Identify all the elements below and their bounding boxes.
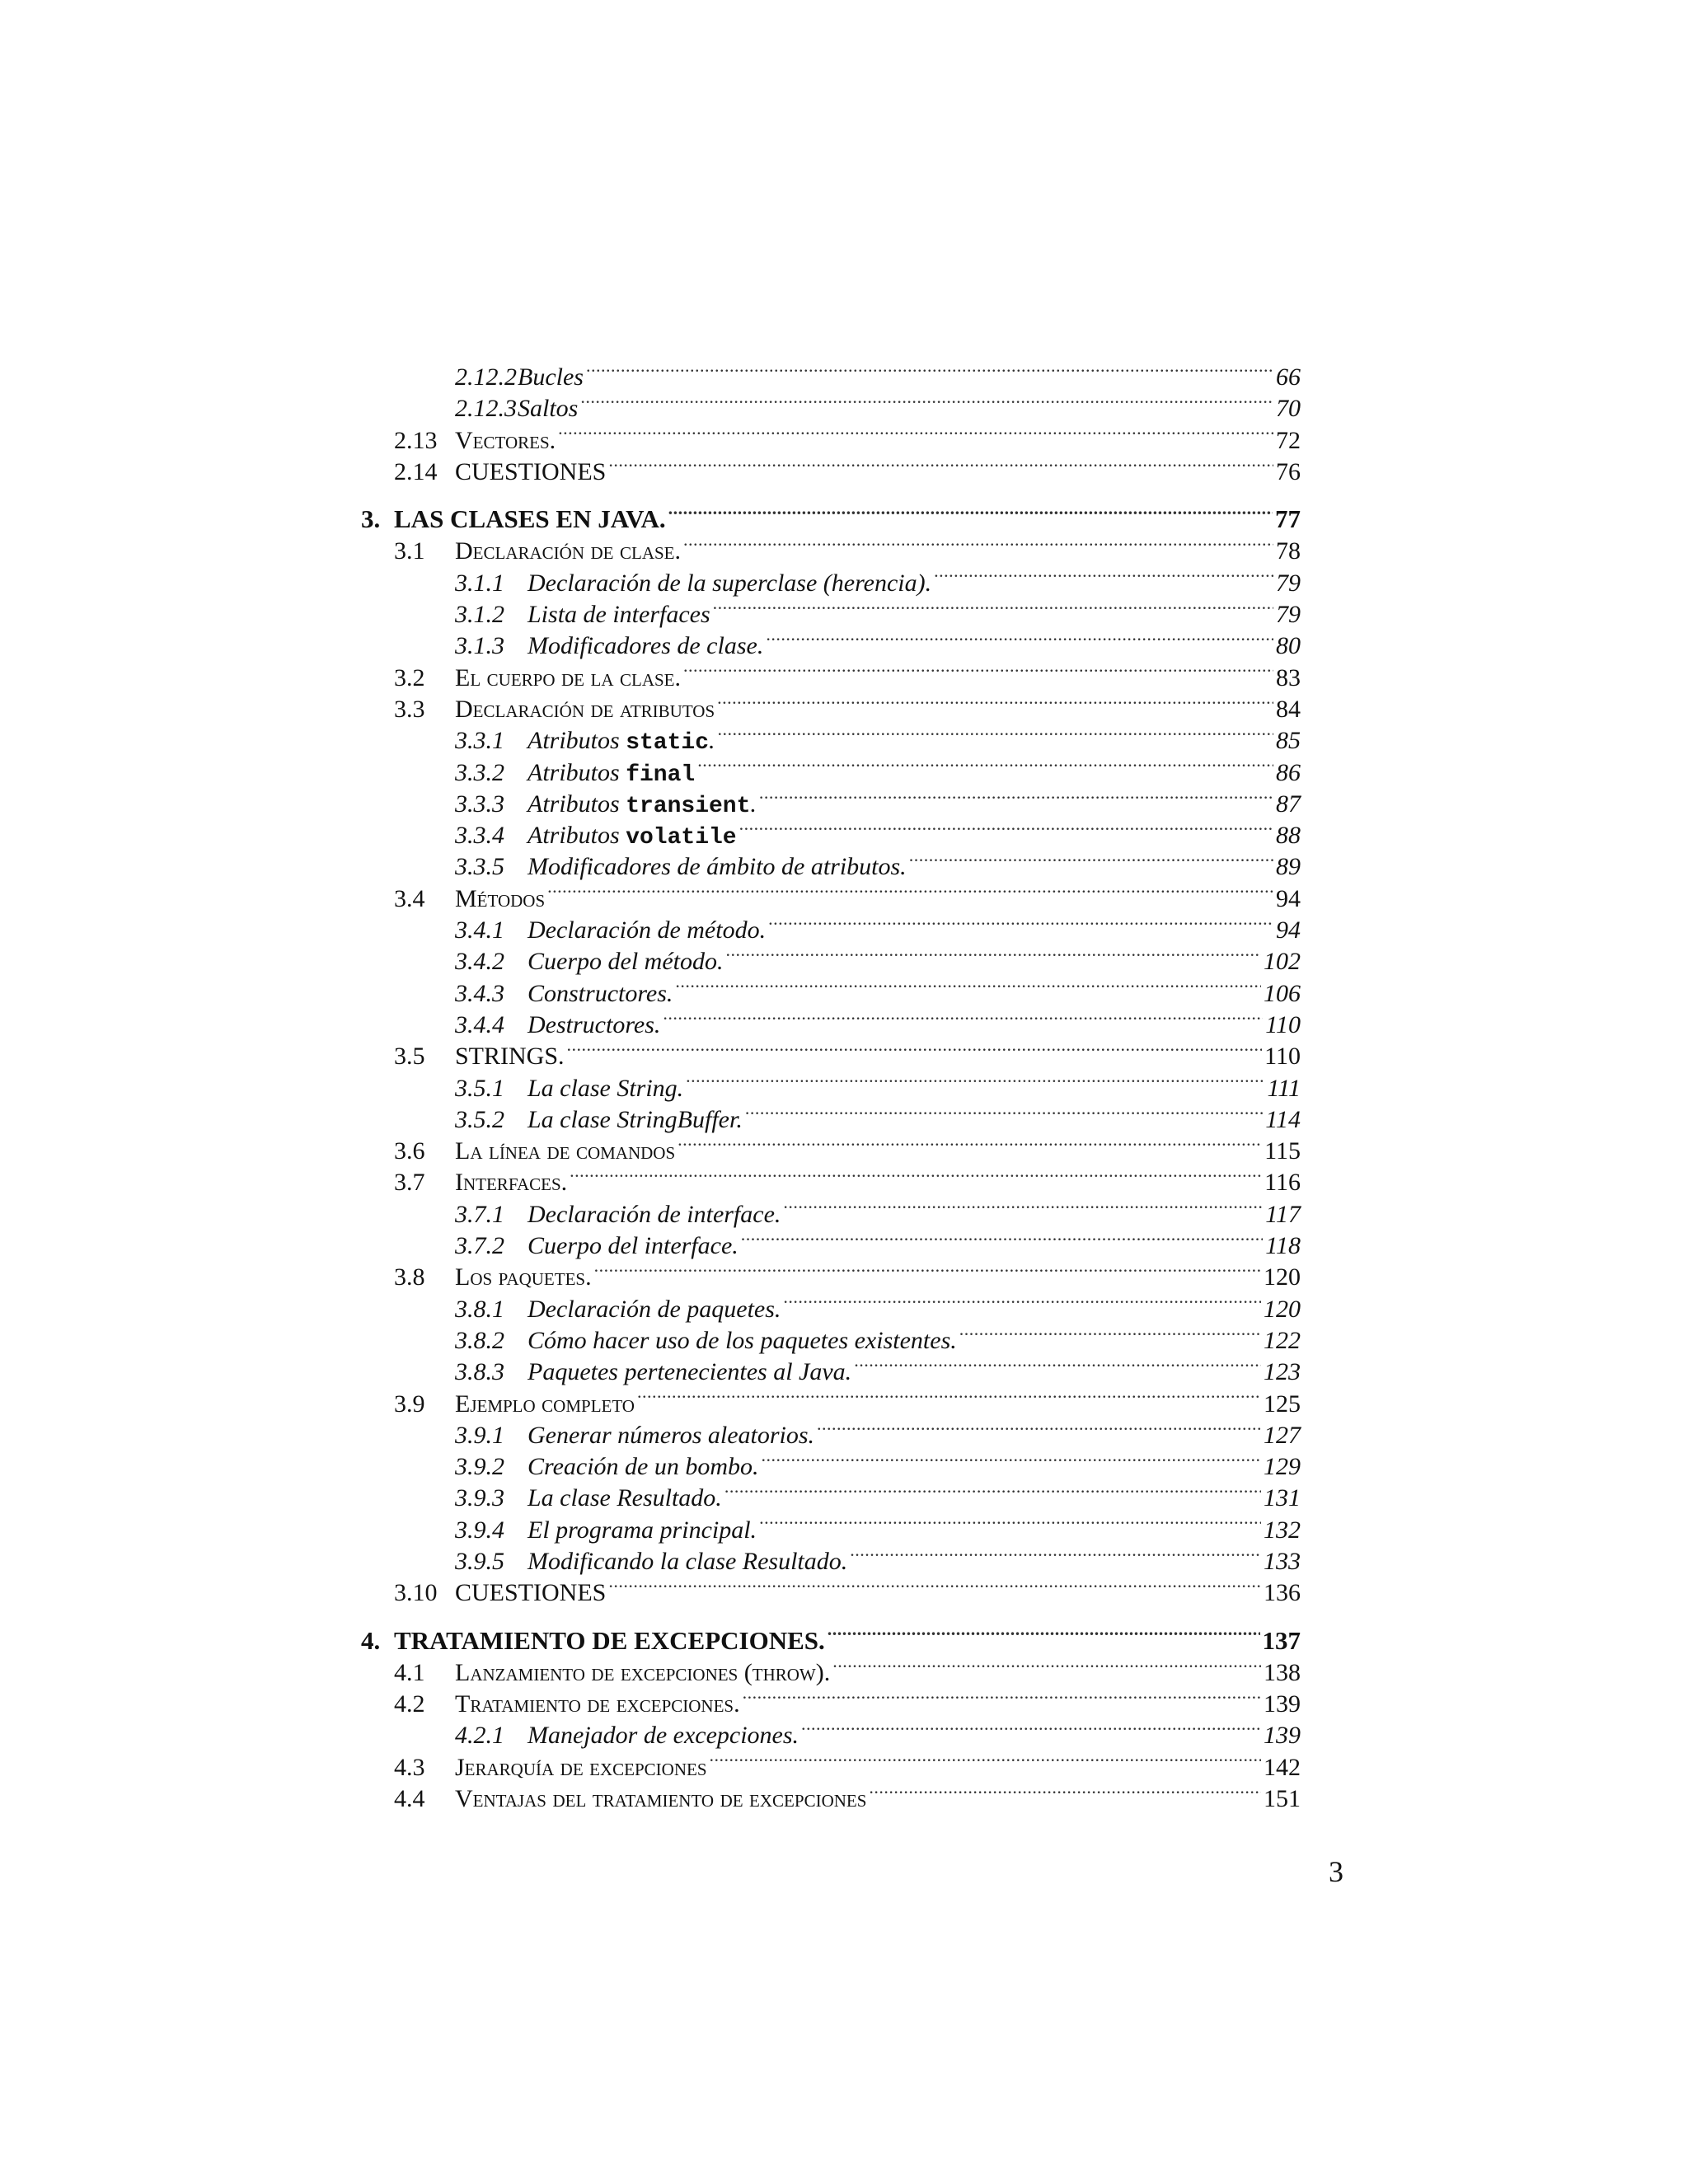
toc-entry-page: 139 bbox=[1264, 1690, 1301, 1718]
toc-dot-leader bbox=[683, 531, 1273, 559]
toc-dot-leader bbox=[759, 784, 1273, 812]
toc-entry[interactable] bbox=[361, 1779, 1301, 1813]
toc-entry-page: 84 bbox=[1276, 695, 1301, 723]
toc-entry-page: 117 bbox=[1265, 1200, 1301, 1228]
toc-entry[interactable] bbox=[361, 1415, 1301, 1449]
toc-entry-title bbox=[528, 757, 695, 791]
toc-entry-number: 3.7.1 bbox=[455, 1200, 504, 1228]
toc-entry-page: 86 bbox=[1276, 758, 1301, 786]
toc-entry-page: 120 bbox=[1264, 1295, 1301, 1323]
toc-entry-number: 3.7.2 bbox=[455, 1232, 504, 1260]
toc-dot-leader bbox=[558, 420, 1273, 448]
toc-entry-page: 129 bbox=[1264, 1453, 1301, 1481]
toc-dot-leader bbox=[547, 879, 1273, 907]
toc-entry-number: 3.9.4 bbox=[455, 1516, 504, 1544]
toc-entry-title-text: Paquetes pertenecientes al Java. bbox=[528, 1358, 852, 1386]
toc-entry-page: 118 bbox=[1265, 1232, 1301, 1260]
toc-entry-title bbox=[455, 1689, 740, 1720]
toc-entry-page: 123 bbox=[1264, 1358, 1301, 1386]
toc-dot-leader bbox=[717, 689, 1273, 717]
toc-entry-page: 66 bbox=[1276, 363, 1301, 391]
toc-entry-number: 3.1 bbox=[394, 537, 425, 565]
toc-entry[interactable] bbox=[361, 499, 1301, 534]
toc-dot-leader bbox=[783, 1194, 1263, 1222]
toc-entry-number: 3.1.2 bbox=[455, 601, 504, 629]
toc-entry[interactable] bbox=[361, 1289, 1301, 1323]
toc-entry-title-text: Jerarquía de excepciones bbox=[455, 1753, 707, 1781]
toc-entry[interactable] bbox=[361, 563, 1301, 597]
toc-entry[interactable] bbox=[361, 784, 1301, 819]
toc-entry-page: 137 bbox=[1262, 1625, 1301, 1655]
toc-entry[interactable] bbox=[361, 815, 1301, 851]
toc-entry-title-text: Interfaces. bbox=[455, 1169, 568, 1197]
toc-entry[interactable] bbox=[361, 689, 1301, 723]
toc-entry-number: 2.13 bbox=[394, 426, 438, 454]
toc-dot-leader bbox=[567, 1036, 1263, 1064]
toc-dot-leader bbox=[594, 1257, 1261, 1285]
toc-dot-leader bbox=[801, 1715, 1261, 1743]
toc-entry-title-text: La línea de comandos bbox=[455, 1137, 676, 1165]
toc-entry[interactable] bbox=[361, 1384, 1301, 1418]
toc-entry-number: 3.5 bbox=[394, 1043, 425, 1071]
toc-entry-title-text: Modificadores de clase. bbox=[528, 632, 764, 660]
toc-dot-leader bbox=[570, 1162, 1262, 1190]
toc-entry-title bbox=[528, 1483, 722, 1514]
toc-entry-title-text: Ventajas del tratamiento de excepciones bbox=[455, 1785, 867, 1813]
toc-entry[interactable] bbox=[361, 1510, 1301, 1544]
toc-entry-page: 110 bbox=[1265, 1010, 1301, 1038]
toc-entry-title-text: Constructores. bbox=[528, 979, 673, 1007]
toc-entry[interactable] bbox=[361, 1320, 1301, 1352]
toc-entry[interactable] bbox=[361, 1036, 1301, 1071]
toc-dot-leader bbox=[713, 594, 1273, 622]
toc-entry-page: 142 bbox=[1264, 1753, 1301, 1781]
toc-entry-title-text: Creación de un bombo. bbox=[528, 1453, 759, 1481]
toc-entry-title bbox=[455, 536, 681, 567]
toc-entry-page: 87 bbox=[1276, 790, 1301, 818]
toc-entry[interactable] bbox=[361, 658, 1301, 689]
toc-entry-title-text: La clase String. bbox=[528, 1074, 684, 1102]
toc-entry-title bbox=[455, 1752, 707, 1783]
toc-entry-number: 3.3.1 bbox=[455, 727, 504, 755]
toc-entry[interactable] bbox=[361, 910, 1301, 944]
toc-entry-page: 70 bbox=[1276, 395, 1301, 423]
toc-entry[interactable] bbox=[361, 594, 1301, 629]
toc-entry-title bbox=[528, 789, 757, 823]
toc-entry[interactable] bbox=[361, 1652, 1301, 1684]
toc-entry[interactable] bbox=[361, 531, 1301, 565]
toc-entry-title bbox=[528, 599, 710, 630]
toc-entry-title-text: STRINGS. bbox=[455, 1043, 565, 1071]
toc-entry-number: 3.3.4 bbox=[455, 822, 504, 850]
toc-entry-number: 3.8 bbox=[394, 1263, 425, 1291]
toc-entry-title-text: Atributos bbox=[528, 727, 626, 755]
toc-entry-page: 125 bbox=[1264, 1390, 1301, 1418]
toc-entry-page: 111 bbox=[1267, 1074, 1301, 1102]
toc-entry-page: 138 bbox=[1264, 1658, 1301, 1686]
toc-dot-leader bbox=[934, 563, 1273, 591]
toc-entry-title bbox=[528, 1515, 757, 1546]
toc-entry-page: 77 bbox=[1275, 504, 1301, 534]
toc-entry-title bbox=[455, 425, 556, 457]
toc-dot-leader bbox=[675, 973, 1261, 1001]
toc-dot-leader bbox=[869, 1779, 1261, 1807]
toc-entry-title-text: Declaración de clase. bbox=[455, 537, 681, 565]
toc-entry-title-text: Declaración de atributos bbox=[455, 695, 715, 723]
toc-entry[interactable] bbox=[361, 1257, 1301, 1291]
toc-dot-leader bbox=[608, 452, 1273, 480]
toc-entry-page: 120 bbox=[1264, 1263, 1301, 1291]
toc-entry-number: 3.4.2 bbox=[455, 948, 504, 976]
toc-entry-title-text: Modificadores de ámbito de atributos. bbox=[528, 853, 907, 881]
toc-entry-page: 89 bbox=[1276, 853, 1301, 881]
toc-dot-leader bbox=[766, 626, 1273, 654]
toc-entry-page: 110 bbox=[1264, 1043, 1301, 1071]
toc-entry-title bbox=[528, 978, 673, 1010]
toc-entry-title-text: Atributos bbox=[528, 822, 626, 850]
toc-entry-number: 4.4 bbox=[394, 1785, 425, 1813]
toc-entry-number: 3.5.2 bbox=[455, 1105, 504, 1133]
toc-dot-leader bbox=[909, 846, 1273, 874]
toc-entry-title-suffix: . bbox=[709, 727, 715, 755]
toc-dot-leader bbox=[768, 910, 1273, 938]
toc-entry-page: 85 bbox=[1276, 727, 1301, 755]
toc-entry-number: 3.4 bbox=[394, 884, 425, 912]
toc-entry-title bbox=[455, 1041, 565, 1072]
toc-entry-number: 3.10 bbox=[394, 1579, 438, 1607]
toc-entry-number: 3.2 bbox=[394, 663, 425, 691]
toc-entry-number: 4.2 bbox=[394, 1690, 425, 1718]
toc-entry[interactable] bbox=[361, 1068, 1301, 1102]
toc-entry-number: 3.1.1 bbox=[455, 569, 504, 597]
toc-entry-number: 3.8.2 bbox=[455, 1326, 504, 1354]
toc-dot-leader bbox=[668, 499, 1273, 527]
toc-entry[interactable] bbox=[361, 420, 1301, 452]
toc-entry-number: 3.4.1 bbox=[455, 916, 504, 944]
toc-entry-title bbox=[455, 1167, 567, 1198]
toc-entry-number: 4. bbox=[361, 1625, 381, 1655]
toc-entry-code-keyword: static bbox=[626, 730, 710, 757]
toc-dot-leader bbox=[850, 1541, 1261, 1569]
toc-dot-leader bbox=[745, 1099, 1263, 1127]
toc-entry-title-text: Modificando la clase Resultado. bbox=[528, 1547, 848, 1575]
toc-dot-leader bbox=[743, 1684, 1261, 1712]
toc-entry-title-text: El cuerpo de la clase. bbox=[455, 663, 681, 691]
toc-entry-title bbox=[455, 1783, 866, 1815]
toc-dot-leader bbox=[697, 752, 1273, 780]
toc-entry-title-text: Atributos bbox=[528, 790, 626, 818]
toc-dot-leader bbox=[718, 720, 1273, 748]
toc-entry[interactable] bbox=[361, 1747, 1301, 1779]
toc-dot-leader bbox=[759, 1510, 1261, 1538]
toc-entry-page: 94 bbox=[1276, 884, 1301, 912]
toc-entry-page: 132 bbox=[1264, 1516, 1301, 1544]
toc-entry[interactable] bbox=[361, 752, 1301, 788]
toc-entry-number: 2.14 bbox=[394, 457, 438, 485]
toc-entry-number: 3.9.3 bbox=[455, 1484, 504, 1512]
toc-entry[interactable] bbox=[361, 1226, 1301, 1260]
toc-entry-title-text: El programa principal. bbox=[528, 1516, 757, 1544]
toc-entry[interactable] bbox=[361, 941, 1301, 976]
toc-entry-title bbox=[455, 883, 545, 915]
toc-entry-title bbox=[528, 725, 715, 759]
toc-entry[interactable] bbox=[361, 846, 1301, 881]
toc-dot-leader bbox=[741, 1226, 1263, 1254]
toc-dot-leader bbox=[580, 388, 1273, 416]
toc-entry-title-text: La clase Resultado. bbox=[528, 1484, 722, 1512]
toc-dot-leader bbox=[739, 815, 1273, 843]
toc-entry-number: 4.1 bbox=[394, 1658, 425, 1686]
toc-entry-page: 151 bbox=[1264, 1785, 1301, 1813]
toc-dot-leader bbox=[608, 1572, 1261, 1601]
toc-entry-page: 122 bbox=[1264, 1326, 1301, 1354]
toc-dot-leader bbox=[678, 1131, 1262, 1159]
toc-entry[interactable] bbox=[361, 452, 1301, 483]
toc-entry-title-text: Declaración de paquetes. bbox=[528, 1295, 781, 1323]
toc-entry-number: 3.8.3 bbox=[455, 1358, 504, 1386]
toc-entry-page: 79 bbox=[1276, 569, 1301, 597]
toc-dot-leader bbox=[724, 1478, 1261, 1506]
toc-entry-number: 3.9 bbox=[394, 1390, 425, 1418]
toc-dot-leader bbox=[725, 941, 1261, 969]
toc-entry[interactable] bbox=[361, 1715, 1301, 1750]
toc-entry[interactable] bbox=[361, 1194, 1301, 1226]
toc-entry-title bbox=[528, 820, 737, 854]
toc-entry-title-text: Declaración de interface. bbox=[528, 1200, 781, 1228]
toc-entry-number: 3.3.3 bbox=[455, 790, 504, 818]
toc-entry[interactable] bbox=[361, 1541, 1301, 1575]
toc-dot-leader bbox=[828, 1621, 1260, 1649]
toc-entry-code-keyword: final bbox=[626, 762, 696, 788]
toc-entry-number: 4.3 bbox=[394, 1753, 425, 1781]
toc-entry[interactable] bbox=[361, 626, 1301, 660]
toc-entry-page: 102 bbox=[1264, 948, 1301, 976]
toc-entry-title-text: Tratamiento de excepciones. bbox=[455, 1690, 740, 1718]
toc-dot-leader bbox=[710, 1747, 1261, 1775]
toc-entry-number: 3.3.5 bbox=[455, 853, 504, 881]
toc-entry-title bbox=[528, 1294, 781, 1325]
toc-entry-title-text: Bucles bbox=[518, 363, 584, 391]
toc-entry-number: 3.8.1 bbox=[455, 1295, 504, 1323]
toc-entry[interactable] bbox=[361, 973, 1301, 1005]
toc-dot-leader bbox=[683, 658, 1273, 686]
toc-dot-leader bbox=[762, 1446, 1261, 1474]
toc-entry[interactable] bbox=[361, 1684, 1301, 1718]
toc-entry-page: 83 bbox=[1276, 663, 1301, 691]
toc-entry-title-text: Cómo hacer uso de los paquetes existentes. bbox=[528, 1326, 957, 1354]
toc-entry[interactable] bbox=[361, 388, 1301, 423]
toc-entry-title bbox=[455, 694, 715, 725]
toc-entry-page: 136 bbox=[1264, 1579, 1301, 1607]
toc-entry[interactable] bbox=[361, 1005, 1301, 1036]
toc-entry-page: 79 bbox=[1276, 601, 1301, 629]
toc-entry-page: 131 bbox=[1264, 1484, 1301, 1512]
toc-entry-number: 3.9.5 bbox=[455, 1547, 504, 1575]
toc-entry-page: 88 bbox=[1276, 822, 1301, 850]
toc-entry-title-suffix: . bbox=[750, 790, 757, 818]
toc-dot-leader bbox=[817, 1415, 1261, 1443]
toc-entry-title bbox=[455, 1262, 592, 1293]
toc-dot-leader bbox=[832, 1652, 1261, 1680]
toc-entry-title-text: Vectores. bbox=[455, 426, 556, 454]
toc-entry[interactable] bbox=[361, 720, 1301, 757]
toc-entry-number: 3.6 bbox=[394, 1137, 425, 1165]
toc-entry-page: 106 bbox=[1264, 979, 1301, 1007]
toc-dot-leader bbox=[959, 1320, 1261, 1348]
toc-entry-page: 94 bbox=[1276, 916, 1301, 944]
toc-entry-title-text: CUESTIONES bbox=[455, 1579, 607, 1607]
toc-entry-number: 3.9.2 bbox=[455, 1453, 504, 1481]
toc-entry-title bbox=[455, 1389, 635, 1420]
toc-entry[interactable] bbox=[361, 357, 1301, 391]
toc-entry-title-text: Métodos bbox=[455, 884, 546, 912]
toc-entry-page: 78 bbox=[1276, 537, 1301, 565]
toc-entry-title-text: La clase StringBuffer. bbox=[528, 1105, 743, 1133]
toc-entry-number: 3.4.3 bbox=[455, 979, 504, 1007]
toc-entry-title-text: Lanzamiento de excepciones (throw). bbox=[455, 1658, 831, 1686]
toc-entry-title-text: LAS CLASES EN JAVA. bbox=[394, 504, 666, 534]
toc-entry-page: 76 bbox=[1276, 457, 1301, 485]
toc-entry-title bbox=[455, 1577, 606, 1609]
toc-entry-title bbox=[394, 1625, 825, 1657]
toc-entry-title-text: TRATAMIENTO DE EXCEPCIONES. bbox=[394, 1625, 825, 1655]
toc-entry[interactable] bbox=[361, 1446, 1301, 1481]
toc-entry-number: 3.7 bbox=[394, 1169, 425, 1197]
toc-dot-leader bbox=[586, 357, 1273, 385]
toc-entry-title bbox=[394, 504, 666, 535]
toc-entry[interactable] bbox=[361, 1131, 1301, 1165]
toc-entry-title-text: Declaración de la superclase (herencia). bbox=[528, 569, 932, 597]
toc-entry-title-text: Saltos bbox=[518, 395, 579, 423]
toc-dot-leader bbox=[663, 1005, 1263, 1033]
toc-entry-title-text: Los paquetes. bbox=[455, 1263, 592, 1291]
toc-entry-title-text: Ejemplo completo bbox=[455, 1390, 635, 1418]
toc-entry[interactable] bbox=[361, 1621, 1301, 1655]
toc-entry-title-text: Atributos bbox=[528, 758, 626, 786]
toc-entry-page: 114 bbox=[1265, 1105, 1301, 1133]
toc-entry-code-keyword: transient bbox=[626, 793, 751, 819]
toc-dot-leader bbox=[637, 1384, 1261, 1412]
toc-entry-page: 80 bbox=[1276, 632, 1301, 660]
toc-entry[interactable] bbox=[361, 1572, 1301, 1607]
toc-entry-number: 4.2.1 bbox=[455, 1722, 504, 1750]
toc-entry-title-text: Lista de interfaces bbox=[528, 601, 710, 629]
toc-entry-title bbox=[455, 663, 681, 694]
toc-entry-title bbox=[518, 362, 584, 393]
toc-entry-number: 3.4.4 bbox=[455, 1010, 504, 1038]
toc-entry-title bbox=[528, 1073, 683, 1104]
toc-entry-page: 127 bbox=[1264, 1421, 1301, 1449]
toc-entry-page: 115 bbox=[1264, 1137, 1301, 1165]
toc-entry-title-text: Manejador de excepciones. bbox=[528, 1722, 799, 1750]
toc-entry-number: 3.5.1 bbox=[455, 1074, 504, 1102]
toc-entry-page: 72 bbox=[1276, 426, 1301, 454]
toc-entry-number: 3.9.1 bbox=[455, 1421, 504, 1449]
toc-entry-title-text: CUESTIONES bbox=[455, 457, 607, 485]
toc-entry-page: 139 bbox=[1264, 1722, 1301, 1750]
toc-entry-code-keyword: volatile bbox=[626, 825, 737, 851]
toc-entry-title-text: Destructores. bbox=[528, 1010, 661, 1038]
toc-entry[interactable] bbox=[361, 1478, 1301, 1512]
toc-entry-number: 3. bbox=[361, 504, 381, 534]
toc-entry[interactable] bbox=[361, 1162, 1301, 1197]
toc-dot-leader bbox=[854, 1352, 1261, 1380]
toc-entry-title bbox=[455, 457, 606, 488]
toc-entry-page: 133 bbox=[1264, 1547, 1301, 1575]
page-number: 3 bbox=[1329, 1855, 1343, 1888]
toc-entry-page: 116 bbox=[1264, 1169, 1301, 1197]
toc-entry[interactable] bbox=[361, 1099, 1301, 1131]
table-of-contents bbox=[361, 357, 1301, 1813]
toc-entry-number: 2.12.2 bbox=[455, 363, 517, 391]
toc-entry[interactable] bbox=[361, 879, 1301, 910]
toc-entry-title-text: Cuerpo del interface. bbox=[528, 1232, 738, 1260]
toc-dot-leader bbox=[783, 1289, 1261, 1317]
toc-entry-number: 3.3 bbox=[394, 695, 425, 723]
toc-entry-title-text: Declaración de método. bbox=[528, 916, 767, 944]
toc-dot-leader bbox=[686, 1068, 1264, 1096]
toc-entry-title-text: Cuerpo del método. bbox=[528, 948, 724, 976]
toc-entry[interactable] bbox=[361, 1352, 1301, 1386]
toc-entry-title-text: Generar números aleatorios. bbox=[528, 1421, 815, 1449]
toc-entry-number: 3.3.2 bbox=[455, 758, 504, 786]
toc-entry-number: 3.1.3 bbox=[455, 632, 504, 660]
toc-entry-number: 2.12.3 bbox=[455, 395, 517, 423]
